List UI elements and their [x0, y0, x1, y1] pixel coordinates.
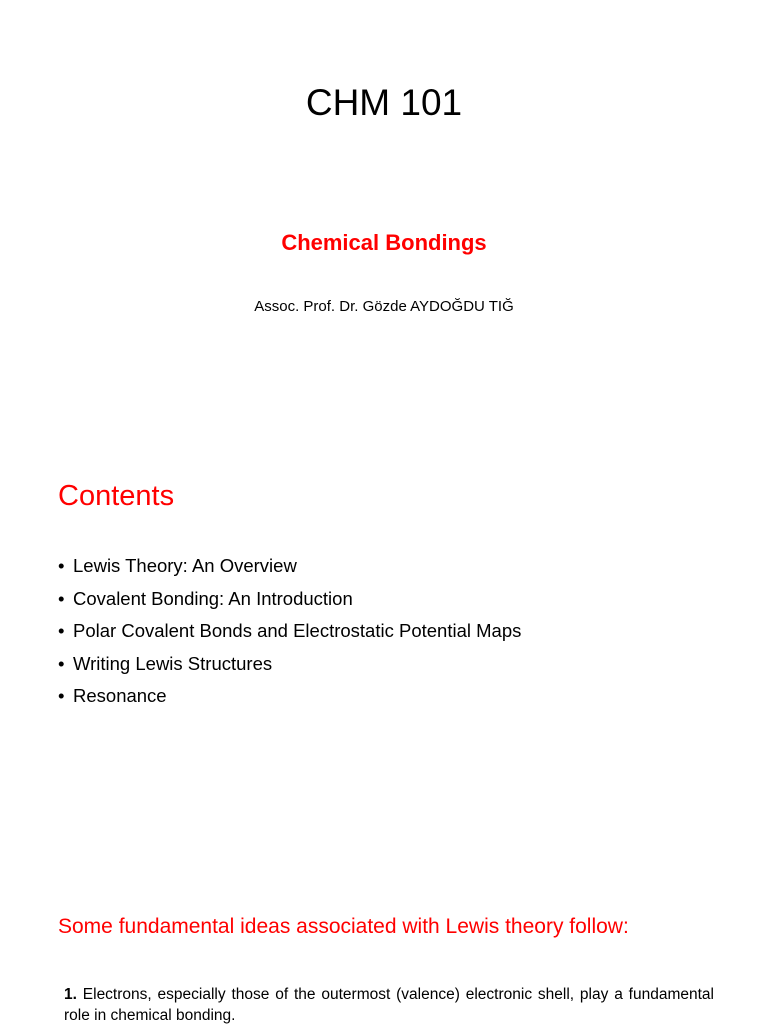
idea-body: Electrons, especially those of the outermost (valence) electronic shell, play a fundamental role in chemical bonding.: [64, 986, 714, 1024]
bullet-icon: •: [58, 555, 65, 576]
list-item-label: Lewis Theory: An Overview: [73, 555, 297, 576]
list-item: [58, 648, 521, 681]
idea-paragraph: [64, 984, 714, 1024]
title-slide: [0, 0, 768, 440]
bullet-icon: •: [58, 587, 65, 609]
list-item: [58, 615, 521, 648]
list-item: [58, 583, 521, 616]
list-item: [58, 550, 521, 583]
idea-number: 1.: [64, 986, 77, 1003]
list-item-label: Polar Covalent Bonds and Electrostatic Potential Maps: [73, 620, 522, 641]
list-item-label: Resonance: [73, 685, 167, 706]
bullet-icon: •: [58, 652, 65, 674]
bullet-icon: •: [58, 620, 65, 641]
ideas-heading: Some fundamental ideas associated with Lewis theory follow:: [58, 915, 629, 938]
list-item: [58, 680, 521, 713]
list-item-label: Covalent Bonding: An Introduction: [73, 587, 353, 609]
contents-list: [58, 550, 521, 713]
list-item-label: Writing Lewis Structures: [73, 652, 273, 674]
lecture-title: Chemical Bondings: [281, 230, 487, 255]
author-name: Assoc. Prof. Dr. Gözde AYDOĞDU TIĞ: [254, 298, 514, 315]
bullet-icon: •: [58, 685, 65, 706]
course-code: CHM 101: [305, 82, 463, 123]
lewis-theory-slide: [0, 870, 768, 1024]
contents-slide: [0, 440, 768, 870]
contents-heading: Contents: [58, 480, 175, 512]
